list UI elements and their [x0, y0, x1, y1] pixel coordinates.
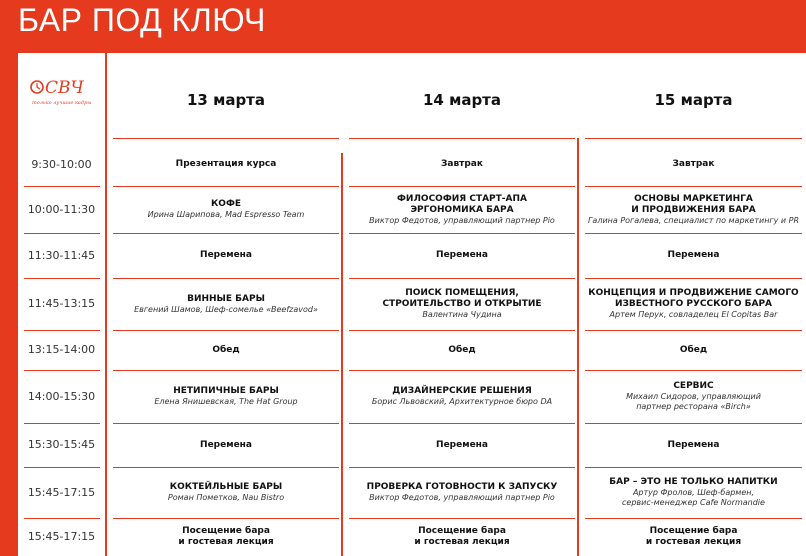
speaker-info: Роман Пометков, Nau Bistro — [167, 493, 285, 502]
schedule-cell — [109, 278, 343, 330]
session-title: СЕРВИС — [673, 381, 714, 391]
session-title: ПРОВЕРКА ГОТОВНОСТИ К ЗАПУСКУ — [366, 482, 558, 492]
session-title: Обед — [448, 344, 476, 355]
session-title: и гостевая лекция — [645, 537, 742, 547]
schedule-cell — [581, 518, 806, 556]
schedule-cell — [345, 423, 579, 467]
session-title: Перемена — [200, 250, 252, 260]
speaker-info: Елена Янишевская, The Hat Group — [154, 397, 298, 406]
session-title: Посещение бара — [418, 526, 506, 536]
schedule-cell — [581, 467, 806, 518]
column-divider — [105, 53, 107, 556]
schedule-cell — [109, 423, 343, 467]
schedule-cell — [109, 370, 343, 423]
schedule-cell — [109, 233, 343, 278]
header-divider — [349, 138, 575, 139]
session-title: и гостевая лекция — [414, 537, 510, 547]
session-title: НЕТИПИЧНЫЕ БАРЫ — [173, 386, 279, 396]
session-title: Завтрак — [440, 159, 483, 169]
session-title: КОФЕ — [210, 199, 242, 209]
speaker-info: сервис-менеджер Cafe Normandie — [622, 498, 765, 507]
schedule-cell — [581, 143, 806, 186]
speaker-info: Евгений Шамов, Шеф-сомелье «Beefzavod» — [134, 304, 318, 314]
session-title: БАР – ЭТО НЕ ТОЛЬКО НАПИТКИ — [609, 477, 778, 487]
session-title: ПОИСК ПОМЕЩЕНИЯ, — [405, 288, 519, 298]
session-title: ФИЛОСОФИЯ СТАРТ-АПА — [396, 193, 527, 204]
schedule-cell — [581, 330, 806, 370]
time-slot: 15:45-17:15 — [27, 486, 96, 499]
session-title: Перемена — [436, 250, 488, 260]
svg-text:СВЧ: СВЧ — [45, 78, 84, 98]
session-title: И ПРОДВИЖЕНИЯ БАРА — [631, 204, 756, 215]
session-title: и гостевая лекция — [178, 537, 274, 547]
speaker-info: Виктор Федотов, управляющий партнер Pio — [369, 215, 555, 225]
day-header: 14 марта — [422, 91, 502, 109]
schedule-cell — [581, 370, 806, 423]
schedule-cell — [345, 278, 579, 330]
session-title: Перемена — [667, 250, 720, 260]
speaker-info: Валентина Чудина — [422, 310, 502, 319]
header-divider — [585, 138, 802, 139]
schedule-cell — [109, 518, 343, 556]
svch-logo — [28, 71, 104, 107]
svg-text:только лучшие кадры: только лучшие кадры — [32, 100, 92, 106]
schedule-cell — [581, 233, 806, 278]
time-slot: 10:00-11:30 — [27, 203, 96, 216]
day-header: 13 марта — [186, 91, 266, 109]
schedule-cell — [581, 186, 806, 233]
time-slot: 9:30-10:00 — [31, 158, 92, 171]
session-title: Презентация курса — [175, 159, 277, 169]
session-title: ВИННЫЕ БАРЫ — [187, 293, 265, 304]
time-slot: 15:30-15:45 — [27, 438, 96, 451]
schedule-cell — [345, 518, 579, 556]
session-title: ЭРГОНОМИКА БАРА — [410, 204, 514, 215]
schedule-cell — [345, 186, 579, 233]
time-slot: 11:45-13:15 — [27, 297, 96, 310]
page-title: БАР ПОД КЛЮЧ — [18, 2, 266, 38]
session-title: ДИЗАЙНЕРСКИЕ РЕШЕНИЯ — [392, 386, 532, 396]
schedule-table — [18, 53, 806, 556]
session-title: Обед — [212, 344, 240, 355]
time-slot: 14:00-15:30 — [27, 390, 96, 403]
day-header: 15 марта — [654, 91, 733, 109]
schedule-cell — [345, 370, 579, 423]
speaker-info: партнер ресторана «Birch» — [636, 402, 751, 411]
speaker-info: Галина Рогалева, специалист по маркетингу и PR — [587, 215, 800, 225]
header-divider — [113, 138, 339, 139]
session-title: КОКТЕЙЛЬНЫЕ БАРЫ — [169, 482, 283, 492]
speaker-info: Виктор Федотов, управляющий партнер Pio — [369, 493, 555, 502]
schedule-cell — [581, 423, 806, 467]
time-slot: 13:15-14:00 — [27, 343, 96, 356]
schedule-cell — [345, 330, 579, 370]
schedule-cell — [109, 186, 343, 233]
session-title: Завтрак — [672, 159, 715, 169]
schedule-cell — [345, 233, 579, 278]
session-title: Посещение бара — [182, 526, 270, 536]
time-slot: 15:45-17:15 — [27, 530, 96, 543]
speaker-info: Артур Фролов, Шеф-бармен, — [632, 488, 755, 497]
session-title: ИЗВЕСТНОГО РУССКОГО БАРА — [614, 299, 773, 309]
session-title: Перемена — [200, 439, 252, 450]
schedule-cell — [109, 143, 343, 186]
speaker-info: Михаил Сидоров, управляющий — [626, 392, 761, 401]
speaker-info: Борис Львовский, Архитектурное бюро DA — [371, 397, 553, 406]
session-title: КОНЦЕПЦИЯ И ПРОДВИЖЕНИЕ САМОГО — [588, 288, 799, 298]
schedule-cell — [345, 467, 579, 518]
schedule-cell — [345, 143, 579, 186]
speaker-info: Ирина Шарипова, Mad Espresso Team — [147, 210, 305, 219]
time-slot: 11:30-11:45 — [27, 249, 96, 262]
session-title: Перемена — [667, 439, 720, 450]
session-title: Перемена — [436, 439, 488, 450]
schedule-cell — [109, 467, 343, 518]
session-title: ОСНОВЫ МАРКЕТИНГА — [634, 193, 753, 204]
speaker-info: Артем Перук, совладелец El Copitas Bar — [609, 310, 778, 319]
session-title: Посещение бара — [649, 526, 738, 536]
session-title: СТРОИТЕЛЬСТВО И ОТКРЫТИЕ — [382, 299, 542, 309]
session-title: Обед — [679, 344, 708, 355]
schedule-cell — [581, 278, 806, 330]
schedule-cell — [109, 330, 343, 370]
